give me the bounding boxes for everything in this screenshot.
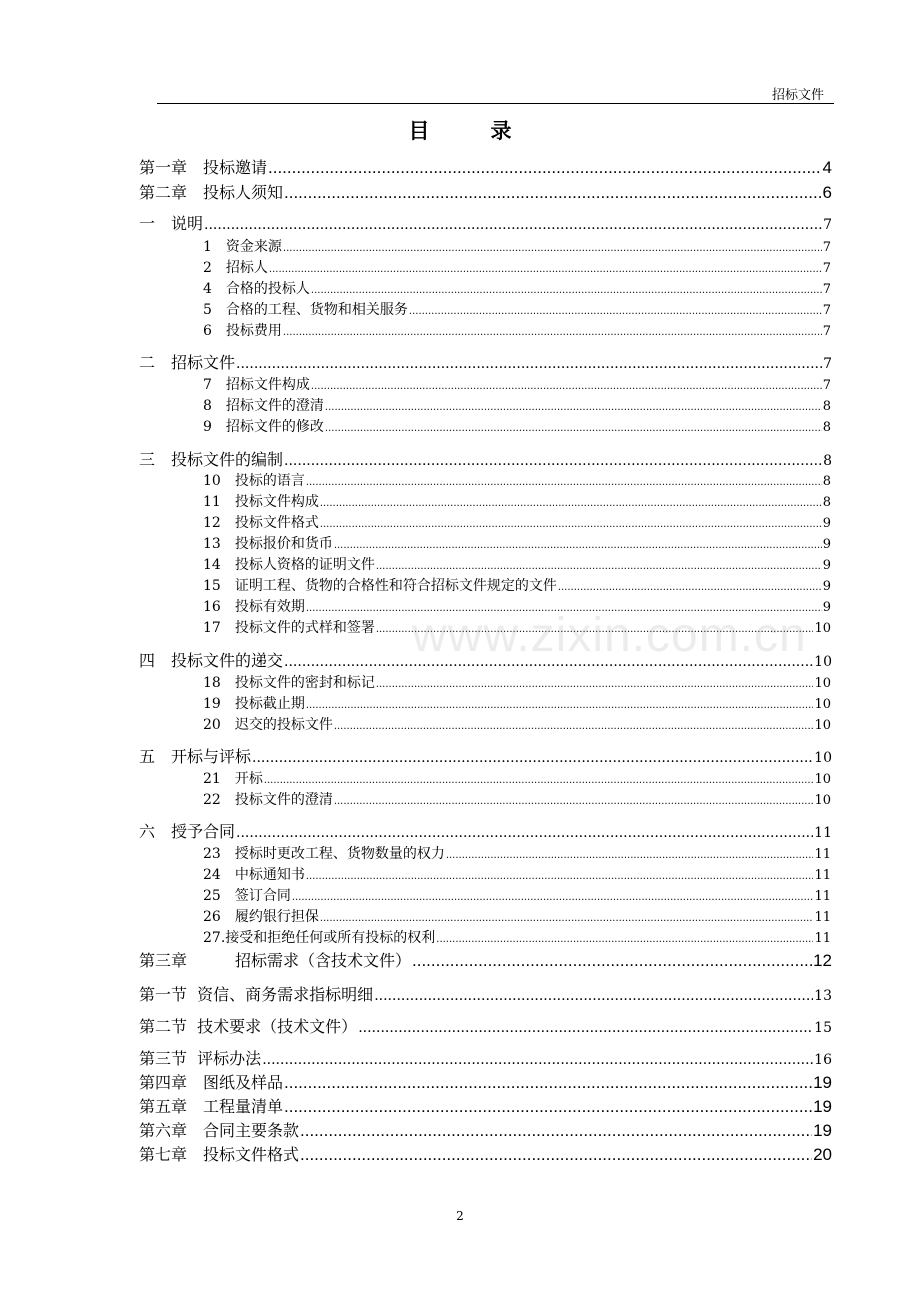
toc-entry-page: 10: [814, 772, 831, 787]
toc-entry[interactable]: [139, 982, 832, 1005]
toc-entry-page: 19: [813, 1073, 832, 1092]
watermark: www.zixin.com.cn: [412, 609, 807, 662]
toc-entry-label: 五 开标与评标: [139, 747, 252, 766]
toc-entry[interactable]: [139, 744, 832, 767]
toc-entry[interactable]: [139, 350, 832, 373]
toc-entry[interactable]: [139, 211, 832, 234]
toc-dot-leader: [204, 217, 822, 233]
toc-entry[interactable]: [203, 554, 831, 574]
toc-entry[interactable]: [203, 864, 831, 884]
toc-dot-leader: [306, 871, 814, 882]
toc-entry-label: 19 投标截止期: [203, 696, 305, 712]
toc-entry-page: 12: [813, 951, 832, 970]
toc-entry-page: 15: [814, 1020, 832, 1036]
toc-dot-leader: [300, 1121, 812, 1141]
toc-entry-label: 第三章 招标需求（含技术文件）: [139, 951, 412, 970]
toc-entry-page: 8: [823, 453, 832, 469]
toc-entry[interactable]: [203, 885, 831, 905]
toc-entry-page: 20: [813, 1145, 832, 1164]
toc-entry-page: 7: [822, 324, 831, 339]
toc-entry[interactable]: [139, 1014, 832, 1037]
toc-dot-leader: [325, 402, 822, 413]
toc-entry-page: 9: [822, 600, 831, 615]
toc-entry-label: 8 招标文件的澄清: [203, 398, 324, 414]
toc-entry-label: 15 证明工程、货物的合格性和符合招标文件规定的文件: [203, 578, 557, 594]
toc-entry-page: 10: [814, 621, 831, 636]
toc-entry-page: 11: [814, 868, 831, 883]
toc-entry-page: 11: [814, 931, 831, 946]
toc-dot-leader: [446, 850, 814, 861]
toc-dot-leader: [334, 796, 814, 807]
toc-entry-page: 11: [814, 910, 831, 925]
header-rule: [157, 103, 834, 104]
toc-entry[interactable]: [203, 416, 831, 436]
toc-entry-page: 10: [814, 793, 831, 808]
toc-entry-label: 第四章 图纸及样品: [139, 1073, 284, 1092]
toc-entry-label: 1 资金来源: [203, 239, 282, 255]
toc-dot-leader: [262, 1052, 813, 1068]
toc-dot-leader: [358, 1020, 813, 1036]
toc-entry-label: 24 中标通知书: [203, 867, 305, 883]
toc-dot-leader: [306, 477, 822, 488]
toc-entry[interactable]: [139, 1142, 832, 1165]
toc-entry-label: 7 招标文件构成: [203, 377, 310, 393]
toc-entry[interactable]: [203, 374, 831, 394]
toc-entry-label: 第五章 工程量清单: [139, 1097, 284, 1116]
toc-dot-leader: [409, 306, 822, 317]
toc-entry-label: 二 招标文件: [139, 353, 236, 372]
toc-dot-leader: [436, 934, 813, 945]
toc-dot-leader: [320, 913, 814, 924]
toc-dot-leader: [311, 285, 822, 296]
toc-dot-leader: [306, 700, 814, 711]
toc-entry[interactable]: [203, 672, 831, 692]
toc-entry-label: 第二节 技术要求（技术文件）: [139, 1017, 358, 1036]
toc-entry-page: 10: [814, 676, 831, 691]
toc-entry-page: 9: [822, 516, 831, 531]
toc-entry[interactable]: [203, 533, 831, 553]
toc-entry[interactable]: [139, 1094, 832, 1117]
toc-entry-page: 7: [823, 356, 832, 372]
toc-entry-page: 7: [823, 217, 832, 233]
toc-entry[interactable]: [203, 575, 831, 595]
toc-entry[interactable]: [203, 693, 831, 713]
toc-entry-page: 11: [814, 825, 832, 841]
toc-entry[interactable]: [203, 278, 831, 298]
toc-entry-label: 5 合格的工程、货物和相关服务: [203, 302, 408, 318]
toc-entry-label: 14 投标人资格的证明文件: [203, 557, 375, 573]
toc-entry-page: 10: [814, 697, 831, 712]
toc-entry-page: 10: [814, 750, 832, 766]
toc-entry-page: 8: [822, 474, 831, 489]
toc-dot-leader: [269, 264, 822, 275]
toc-entry-page: 11: [814, 889, 831, 904]
toc-entry[interactable]: [139, 1046, 832, 1069]
toc-entry[interactable]: [203, 257, 831, 277]
toc-entry-label: 一 说明: [139, 214, 204, 233]
toc-entry[interactable]: [203, 236, 831, 256]
toc-entry-label: 第六章 合同主要条款: [139, 1121, 300, 1140]
toc-entry-label: 18 投标文件的密封和标记: [203, 675, 375, 691]
toc-dot-leader: [283, 243, 822, 254]
toc-entry-label: 第七章 投标文件格式: [139, 1145, 300, 1164]
toc-entry[interactable]: [203, 843, 831, 863]
toc-dot-leader: [320, 498, 822, 509]
toc-dot-leader: [334, 721, 814, 732]
toc-dot-leader: [311, 381, 822, 392]
toc-entry-label: 23 授标时更改工程、货物数量的权力: [203, 846, 445, 862]
toc-entry-label: 22 投标文件的澄清: [203, 792, 333, 808]
toc-entry-page: 7: [822, 303, 831, 318]
toc-entry[interactable]: [139, 1070, 832, 1093]
toc-dot-leader: [284, 1073, 812, 1093]
toc-entry[interactable]: [139, 948, 832, 971]
toc-entry[interactable]: [203, 491, 831, 511]
page-number: 2: [456, 1209, 464, 1223]
toc-entry-label: 17 投标文件的式样和签署: [203, 620, 375, 636]
toc-entry[interactable]: [203, 512, 831, 532]
toc-entry-page: 4: [822, 158, 832, 177]
toc-entry-label: 六 授予合同: [139, 822, 236, 841]
toc-entry[interactable]: [203, 395, 831, 415]
toc-entry-page: 8: [822, 399, 831, 414]
toc-dot-leader: [558, 582, 822, 593]
toc-entry[interactable]: [139, 447, 832, 470]
toc-dot-leader: [320, 519, 822, 530]
toc-dot-leader: [325, 423, 822, 434]
toc-entry-label: 6 投标费用: [203, 323, 282, 339]
toc-dot-leader: [412, 951, 812, 971]
toc-dot-leader: [284, 453, 822, 469]
toc-dot-leader: [300, 1145, 812, 1165]
toc-entry-label: 26 履约银行担保: [203, 909, 319, 925]
toc-dot-leader: [284, 1097, 812, 1117]
toc-dot-leader: [376, 679, 814, 690]
toc-entry-label: 25 签订合同: [203, 888, 291, 904]
toc-dot-leader: [236, 825, 813, 841]
toc-entry-page: 9: [822, 558, 831, 573]
toc-entry-page: 8: [822, 420, 831, 435]
toc-entry[interactable]: [139, 1118, 832, 1141]
toc-entry[interactable]: [203, 299, 831, 319]
toc-dot-leader: [376, 561, 822, 572]
toc-entry-page: 7: [822, 240, 831, 255]
toc-entry-label: 9 招标文件的修改: [203, 419, 324, 435]
toc-entry-page: 10: [814, 718, 831, 733]
toc-dot-leader: [284, 183, 822, 203]
toc-entry-label: 13 投标报价和货币: [203, 536, 333, 552]
toc-entry[interactable]: [203, 789, 831, 809]
toc-entry-page: 9: [822, 579, 831, 594]
toc-entry-label: 第三节 评标办法: [139, 1049, 262, 1068]
toc-title: 目 录: [408, 118, 532, 143]
toc-entry-label: 第二章 投标人须知: [139, 183, 284, 202]
toc-dot-leader: [292, 892, 814, 903]
toc-entry-page: 10: [814, 654, 832, 670]
toc-entry-label: 第一节 资信、商务需求指标明细: [139, 985, 374, 1004]
toc-entry-page: 16: [814, 1052, 832, 1068]
toc-entry-label: 27.接受和拒绝任何或所有投标的权利: [203, 930, 436, 946]
toc-entry-page: 8: [822, 495, 831, 510]
toc-dot-leader: [236, 356, 822, 372]
toc-entry-label: 12 投标文件格式: [203, 515, 319, 531]
toc-entry[interactable]: [139, 819, 832, 842]
toc-entry-page: 19: [813, 1121, 832, 1140]
toc-entry-page: 13: [814, 988, 832, 1004]
toc-entry-page: 9: [822, 537, 831, 552]
toc-entry-label: 三 投标文件的编制: [139, 450, 284, 469]
toc-entry-page: 7: [822, 261, 831, 276]
toc-entry-label: 4 合格的投标人: [203, 281, 310, 297]
toc-entry[interactable]: [203, 470, 831, 490]
toc-dot-leader: [374, 988, 813, 1004]
toc-entry-label: 11 投标文件构成: [203, 494, 319, 510]
toc-dot-leader: [264, 775, 814, 786]
toc-entry-page: 7: [822, 378, 831, 393]
toc-entry[interactable]: [203, 320, 831, 340]
toc-entry-label: 16 投标有效期: [203, 599, 305, 615]
toc-entry[interactable]: [203, 714, 831, 734]
toc-entry[interactable]: [139, 180, 832, 203]
toc-dot-leader: [334, 540, 822, 551]
toc-entry[interactable]: [203, 906, 831, 926]
toc-entry-label: 20 迟交的投标文件: [203, 717, 333, 733]
toc-entry[interactable]: [203, 768, 831, 788]
toc-entry-page: 7: [822, 282, 831, 297]
toc-dot-leader: [252, 750, 813, 766]
toc-dot-leader: [283, 327, 822, 338]
toc-entry[interactable]: [203, 927, 831, 947]
toc-entry-page: 19: [813, 1097, 832, 1116]
toc-entry-page: 6: [822, 183, 832, 202]
running-header: 招标文件: [772, 88, 825, 103]
toc-entry-label: 10 投标的语言: [203, 473, 305, 489]
toc-entry-label: 四 投标文件的递交: [139, 651, 284, 670]
toc-entry[interactable]: [139, 155, 832, 178]
toc-entry-label: 第一章 投标邀请: [139, 158, 268, 177]
toc-entry-page: 11: [814, 847, 831, 862]
toc-entry-label: 2 招标人: [203, 260, 268, 276]
toc-entry-label: 21 开标: [203, 771, 263, 787]
toc-dot-leader: [268, 158, 822, 178]
